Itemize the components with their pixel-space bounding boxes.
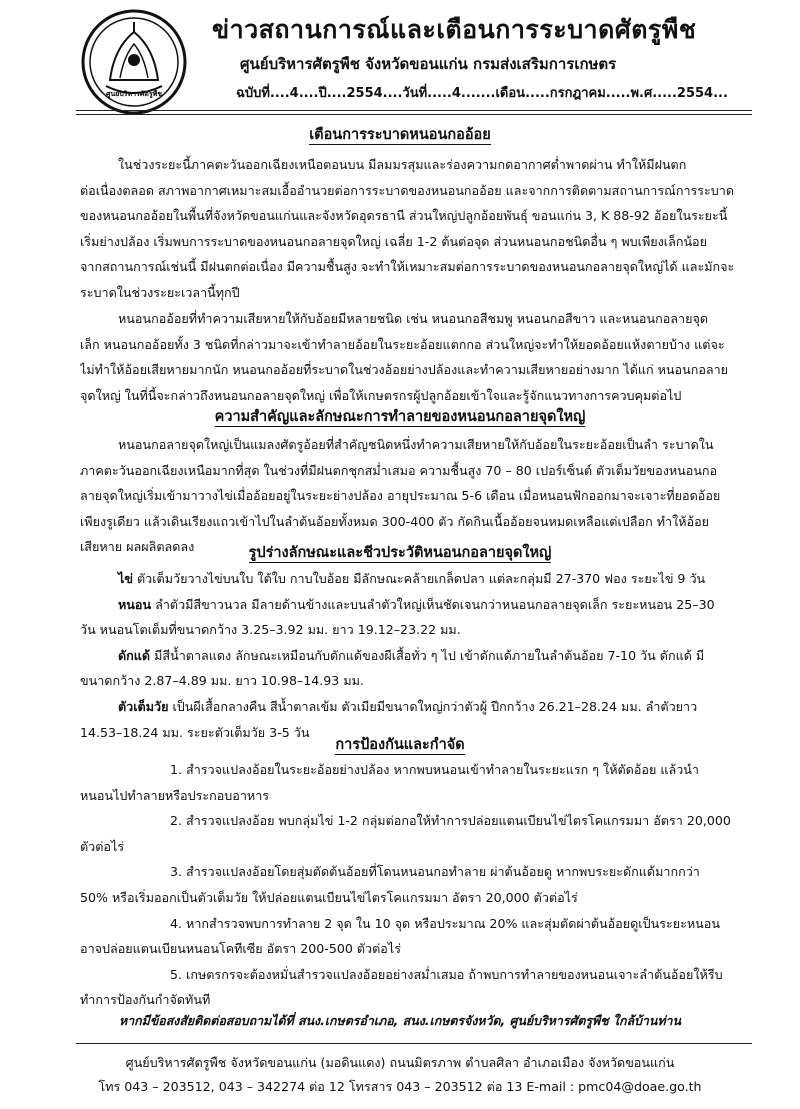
header-divider-thin — [76, 114, 752, 115]
text-line: ต่อเนื่องตลอด สภาพอากาศเหมาะสมเอื้ออำนวยต่อการระบาดของหนอนกออ้อย และจากการติดตามสถานการณ์การระบาด — [80, 182, 735, 198]
control-item-cont: ตัวต่อไร่ — [80, 838, 125, 854]
section-heading-control: การป้องกันและกำจัด — [335, 737, 465, 753]
text-line: ระบาดในช่วงระยะเวลานี้ทุกปี — [80, 284, 240, 300]
larva-text: ลำตัวมีสีขาวนวล มีลายด้านข้างและบนลำตัวใหญ่เห็นชัดเจนกว่าหนอนกอลายจุดเล็ก ระยะหนอน 25–30 — [151, 596, 715, 612]
footer-divider — [76, 1043, 752, 1044]
larva-label: หนอน — [118, 596, 152, 612]
text-line: เสียหาย ผลผลิตลดลง — [80, 539, 195, 555]
section-heading-lifecycle: รูปร่างลักษณะและชีวประวัติหนอนกอลายจุดใหญ่ — [248, 545, 552, 561]
issue-info: ฉบับที่....4....ปี....2554....วันที่.....4.......เดือน.....กรกฎาคม.....พ.ศ.....2554... — [236, 86, 728, 101]
control-item: 4. หากสำรวจพบการทำลาย 2 จุด ใน 10 จุด หรือประมาณ 20% และสุ่มตัดผ่าต้นอ้อยดูเป็นระยะหนอน — [170, 915, 720, 931]
bulletin-title: ข่าวสถานการณ์และเตือนการระบาดศัตรูพืช — [212, 15, 697, 44]
agency-seal-logo — [80, 8, 188, 116]
text-line: ของหนอนกออ้อยในพื้นที่จังหวัดขอนแก่นและจังหวัดอุดรธานี ส่วนใหญ่ปลูกอ้อยพันธุ์ ขอนแก่น 3, K 88-92 อ้อยในระยะนี้ — [80, 208, 728, 224]
control-item-cont: หนอนไปทำลายหรือประกอบอาหาร — [80, 787, 270, 803]
text-line: 14.53–18.24 มม. ระยะตัวเต็มวัย 3-5 วัน — [80, 724, 310, 740]
pupa-label: ดักแด้ — [118, 647, 151, 663]
larva-stage-line — [80, 592, 760, 618]
egg-text: ตัวเต็มวัยวางไข่บนใบ ใต้ใบ กาบใบอ้อย มีลักษณะคล้ายเกล็ดปลา แต่ละกลุ่มมี 27-370 ฟอง ระยะไข่ 9 วัน — [132, 571, 706, 586]
text-line: ภาคตะวันออกเฉียงเหนือมากที่สุด ในช่วงที่มีฝนตกชุกสม่ำเสมอ ความชื้นสูง 70 – 80 เปอร์เซ็นต์ ตัวเต็มวัยของหนอนกอ — [80, 462, 718, 478]
control-item-cont: 50% หรือเริ่มออกเป็นตัวเต็มวัย ให้ปล่อยแตนเบียนไข่ไตรโคแกรมมา อัตรา 20,000 ตัวต่อไร่ — [80, 889, 578, 905]
text-line: หนอนกอลายจุดใหญ่เป็นแมลงศัตรูอ้อยที่สำคัญชนิดหนึ่งทำความเสียหายให้กับอ้อยในระยะอ้อยเป็นลำ ระบาดใน — [118, 437, 714, 452]
text-line: ไม่ทำให้อ้อยเสียหายมากนัก หนอนกออ้อยที่ระบาดในช่วงอ้อยย่างปล้องและทำความเสียหายอย่างมาก ได้แก่ หนอนกอลาย — [80, 362, 729, 378]
text-line: จากสถานการณ์เช่นนี้ มีฝนตกต่อเนื่อง มีความชื้นสูง จะทำให้เหมาะสมต่อการระบาดของหนอนกอลายจุดใหญ่ได้ และมักจะ — [80, 259, 735, 275]
text-line: จุดใหญ่ ในที่นี้จะกล่าวถึงหนอนกอลายจุดใหญ่ เพื่อให้เกษตรกรผู้ปลูกอ้อยเข้าใจและรู้จักแนวทางการควบคุมต่อไป — [80, 387, 682, 403]
text-line: ขนาดกว้าง 2.87–4.89 มม. ยาว 10.98–14.93 มม. — [80, 673, 364, 689]
control-item-cont: อาจปล่อยแตนเบียนหนอนโคทีเซีย อัตรา 200-500 ตัวต่อไร่ — [80, 941, 401, 957]
intro-paragraph — [80, 152, 760, 306]
egg-stage-line — [80, 566, 760, 592]
text-line: เริ่มย่างปล้อง เริ่มพบการระบาดของหนอนกอลายจุดใหญ่ เฉลี่ย 1-2 ต้นต่อจุด ส่วนหนอนกอชนิดอื่น ๆ พบเพียงเล็กน้อย — [80, 233, 707, 249]
control-item: 1. สำรวจแปลงอ้อยในระยะอ้อยย่างปล้อง หากพบหนอนเข้าทำลายในระยะแรก ๆ ให้ตัดอ้อย แล้วนำ — [170, 762, 699, 777]
text-line: วัน หนอนโตเต็มที่ขนาดกว้าง 3.25–3.92 มม. ยาว 19.12–23.22 มม. — [80, 622, 461, 638]
control-item: 3. สำรวจแปลงอ้อยโดยสุ่มตัดต้นอ้อยที่โดนหนอนกอทำลาย ผ่าต้นอ้อยดู หากพบระยะดักแด้มากกว่า — [170, 864, 700, 880]
header-divider — [76, 110, 752, 111]
egg-label: ไข่ — [118, 571, 133, 586]
control-item: 2. สำรวจแปลงอ้อย พบกลุ่มไข่ 1-2 กลุ่มต่อกอให้ทำการปล่อยแตนเบียนไข่ไตรโคแกรมมา อัตรา 20,000 — [170, 813, 731, 829]
adult-label: ตัวเต็มวัย — [118, 698, 169, 714]
footer-contact: โทร 043 – 203512, 043 – 342274 ต่อ 12 โทรสาร 043 – 203512 ต่อ 13 E-mail : pmc04@doae.go.th — [98, 1079, 702, 1094]
pupa-text: มีสีน้ำตาลแดง ลักษณะเหมือนกับดักแด้ของผีเสื้อทั่ว ๆ ไป เข้าดักแด้ภายในลำต้นอ้อย 7-10 วัน ดักแด้ มี — [150, 647, 705, 663]
text-line: เล็ก หนอนกออ้อยทั้ง 3 ชนิดที่กล่าวมาจะเข้าทำลายอ้อยในระยะอ้อยแตกกอ ส่วนใหญ่จะทำให้ยอดอ้อยแห้งตายบ้าง แต่จะ — [80, 336, 725, 352]
adult-text: เป็นผีเสื้อกลางคืน สีน้ำตาลเข้ม ตัวเมียมีขนาดใหญ่กว่าตัวผู้ ปีกกว้าง 26.21–28.24 มม. ลำตัวยาว — [168, 698, 698, 714]
footer-address: ศูนย์บริหารศัตรูพืช จังหวัดขอนแก่น (มอดินแดง) ถนนมิตรภาพ ตำบลศิลา อำเภอเมือง จังหวัดขอนแก่น — [125, 1055, 675, 1070]
pupa-stage-line — [80, 643, 760, 669]
contact-note: หากมีข้อสงสัยติดต่อสอบถามได้ที่ สนง.เกษตรอำเภอ, สนง.เกษตรจังหวัด, ศูนย์บริหารศัตรูพืช ใกล้บ้านท่าน — [119, 1013, 681, 1028]
lifecycle-paragraph — [80, 566, 760, 745]
logo-text: ศูนย์บริหารศัตรูพืช — [106, 90, 162, 98]
text-line: ลายจุดใหญ่เริ่มเข้ามาวางไข่เมื่ออ้อยอยู่ในระยะย่างปล้อง อายุประมาณ 5-6 เดือน เมื่อหนอนฟักออกมาจะเจาะที่ยอดอ้อย — [80, 488, 721, 504]
control-item-cont: ทำการป้องกันกำจัดทันที — [80, 992, 211, 1008]
text-line: หนอนกออ้อยที่ทำความเสียหายให้กับอ้อยมีหลายชนิด เช่น หนอนกอสีชมพู หนอนกอสีขาว และหนอนกอลายจุด — [118, 311, 709, 326]
text-line: เพียงรูเดียว แล้วเดินเรียงแถวเข้าไปในลำต้นอ้อยทั้งหมด 300-400 ตัว กัดกินเนื้ออ้อยจนหมดเหลือแต่เปลือก ทำให้อ้อย — [80, 513, 710, 529]
document-title: เตือนการระบาดหนอนกออ้อย — [309, 127, 491, 143]
control-list — [80, 757, 760, 1013]
intro-paragraph-2 — [80, 306, 760, 408]
adult-stage-line — [80, 694, 760, 720]
text-line: ในช่วงระยะนี้ภาคตะวันออกเฉียงเหนือตอนบน มีลมมรสุมและร่องความกดอากาศต่ำพาดผ่าน ทำให้มีฝนตก — [118, 157, 687, 172]
control-item: 5. เกษตรกรจะต้องหมั่นสำรวจแปลงอ้อยอย่างสม่ำเสมอ ถ้าพบการทำลายของหนอนเจาะลำต้นอ้อยให้รีบ — [170, 966, 723, 982]
section-heading-importance: ความสำคัญและลักษณะการทำลายของหนอนกอลายจุดใหญ่ — [214, 409, 586, 425]
agency-name: ศูนย์บริหารศัตรูพืช จังหวัดขอนแก่น กรมส่งเสริมการเกษตร — [240, 55, 617, 73]
